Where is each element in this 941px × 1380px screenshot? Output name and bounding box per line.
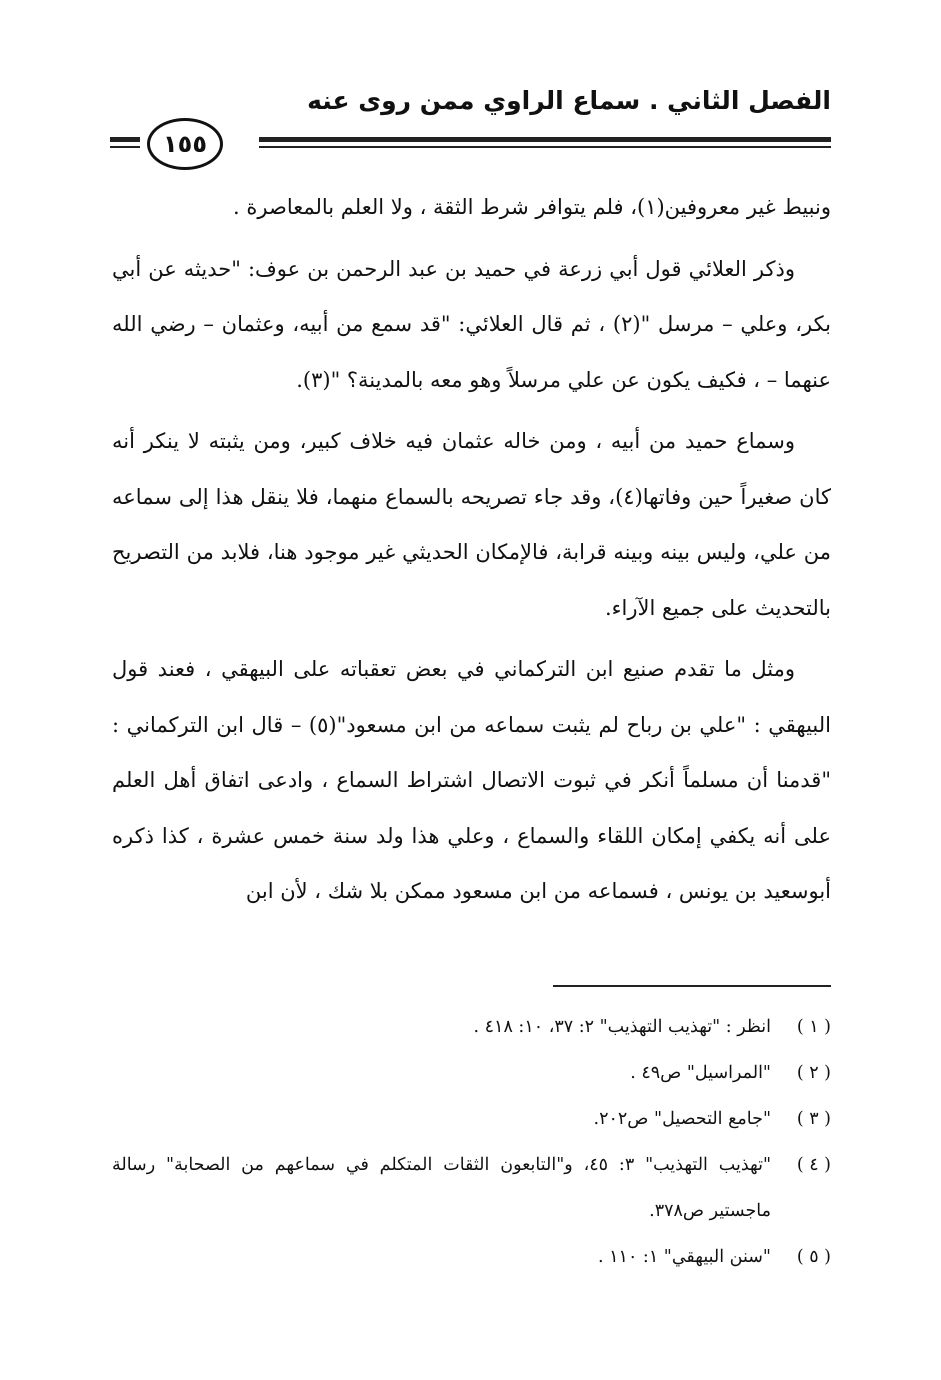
footnote (112, 1142, 831, 1234)
footnote-text: انظر : "تهذيب التهذيب" ٢: ٣٧، ١٠: ٤١٨ . (473, 1017, 771, 1037)
paragraph: وذكر العلائي قول أبي زرعة في حميد بن عبد الرحمن بن عوف: "حديثه عن أبي بكر، وعلي – مرسل "(٢) ، ثم قال العلائي: "قد سمع من أبيه، وعثمان – رضي الله عنهما – ، فكيف يكون عن علي مرسلاً وهو معه بالمدينة؟ "(٣). (112, 256, 832, 392)
header-rule (259, 137, 831, 151)
footnote-text: "سنن البيهقي" ١: ١١٠ . (598, 1247, 771, 1267)
footnote-number: ( ٢ ) (796, 1063, 831, 1083)
running-title: الفصل الثاني . سماع الراوي ممن روى عنه (307, 86, 831, 115)
main-text (112, 180, 831, 926)
footnote-number: ( ٤ ) (796, 1155, 831, 1175)
paragraph: ونبيط غير معروفين(١)، فلم يتوافر شرط الثقة ، ولا العلم بالمعاصرة . (233, 195, 831, 219)
footnote-number: ( ٣ ) (796, 1109, 831, 1129)
paragraph: وسماع حميد من أبيه ، ومن خاله عثمان فيه خلاف كبير، ومن يثبته لا ينكر أنه كان صغيراً حين وفاتها(٤)، وقد جاء تصريحه بالسماع منهما، فلا ينقل هذا إلى سماعه من علي، وليس بينه وبينه قرابة، فالإمكان الحديثي غير موجود هنا، فلابد من التصريح بالتحديث على جميع الآراء. (112, 429, 831, 620)
paragraph: ومثل ما تقدم صنيع ابن التركماني في بعض تعقباته على البيهقي ، فعند قول البيهقي : "علي بن رباح لم يثبت سماعه من ابن مسعود"(٥) – قال ابن التركماني : "قدمنا أن مسلماً أنكر في ثبوت الاتصال اشتراط السماع ، وادعى اتفاق أهل العلم على أنه يكفي إمكان اللقاء والسماع ، وعلي هذا ولد سنة خمس عشرة ، كذا ذكره أبوسعيد بن يونس ، فسماعه من ابن مسعود ممكن بلا شك ، لأن ابن (112, 657, 832, 903)
footnote-text: "تهذيب التهذيب" ٣: ٤٥، و"التابعون الثقات المتكلم في سماعهم من الصحابة" رسالة ماجستير ص٣٧٨. (112, 1155, 771, 1221)
footnote-text: "جامع التحصيل" ص٢٠٢. (593, 1109, 771, 1129)
page-number: ١٥٥ (147, 118, 223, 170)
footnote (112, 1004, 831, 1050)
footnote (112, 1050, 831, 1096)
header-rule-short (110, 137, 140, 151)
footnote-separator (553, 985, 831, 987)
footnote (112, 1234, 831, 1280)
footnote (112, 1096, 831, 1142)
footnote-number: ( ١ ) (796, 1017, 831, 1037)
footnote-number: ( ٥ ) (796, 1247, 831, 1267)
footnotes (112, 1004, 831, 1280)
footnote-text: "المراسيل" ص٤٩ . (630, 1063, 771, 1083)
